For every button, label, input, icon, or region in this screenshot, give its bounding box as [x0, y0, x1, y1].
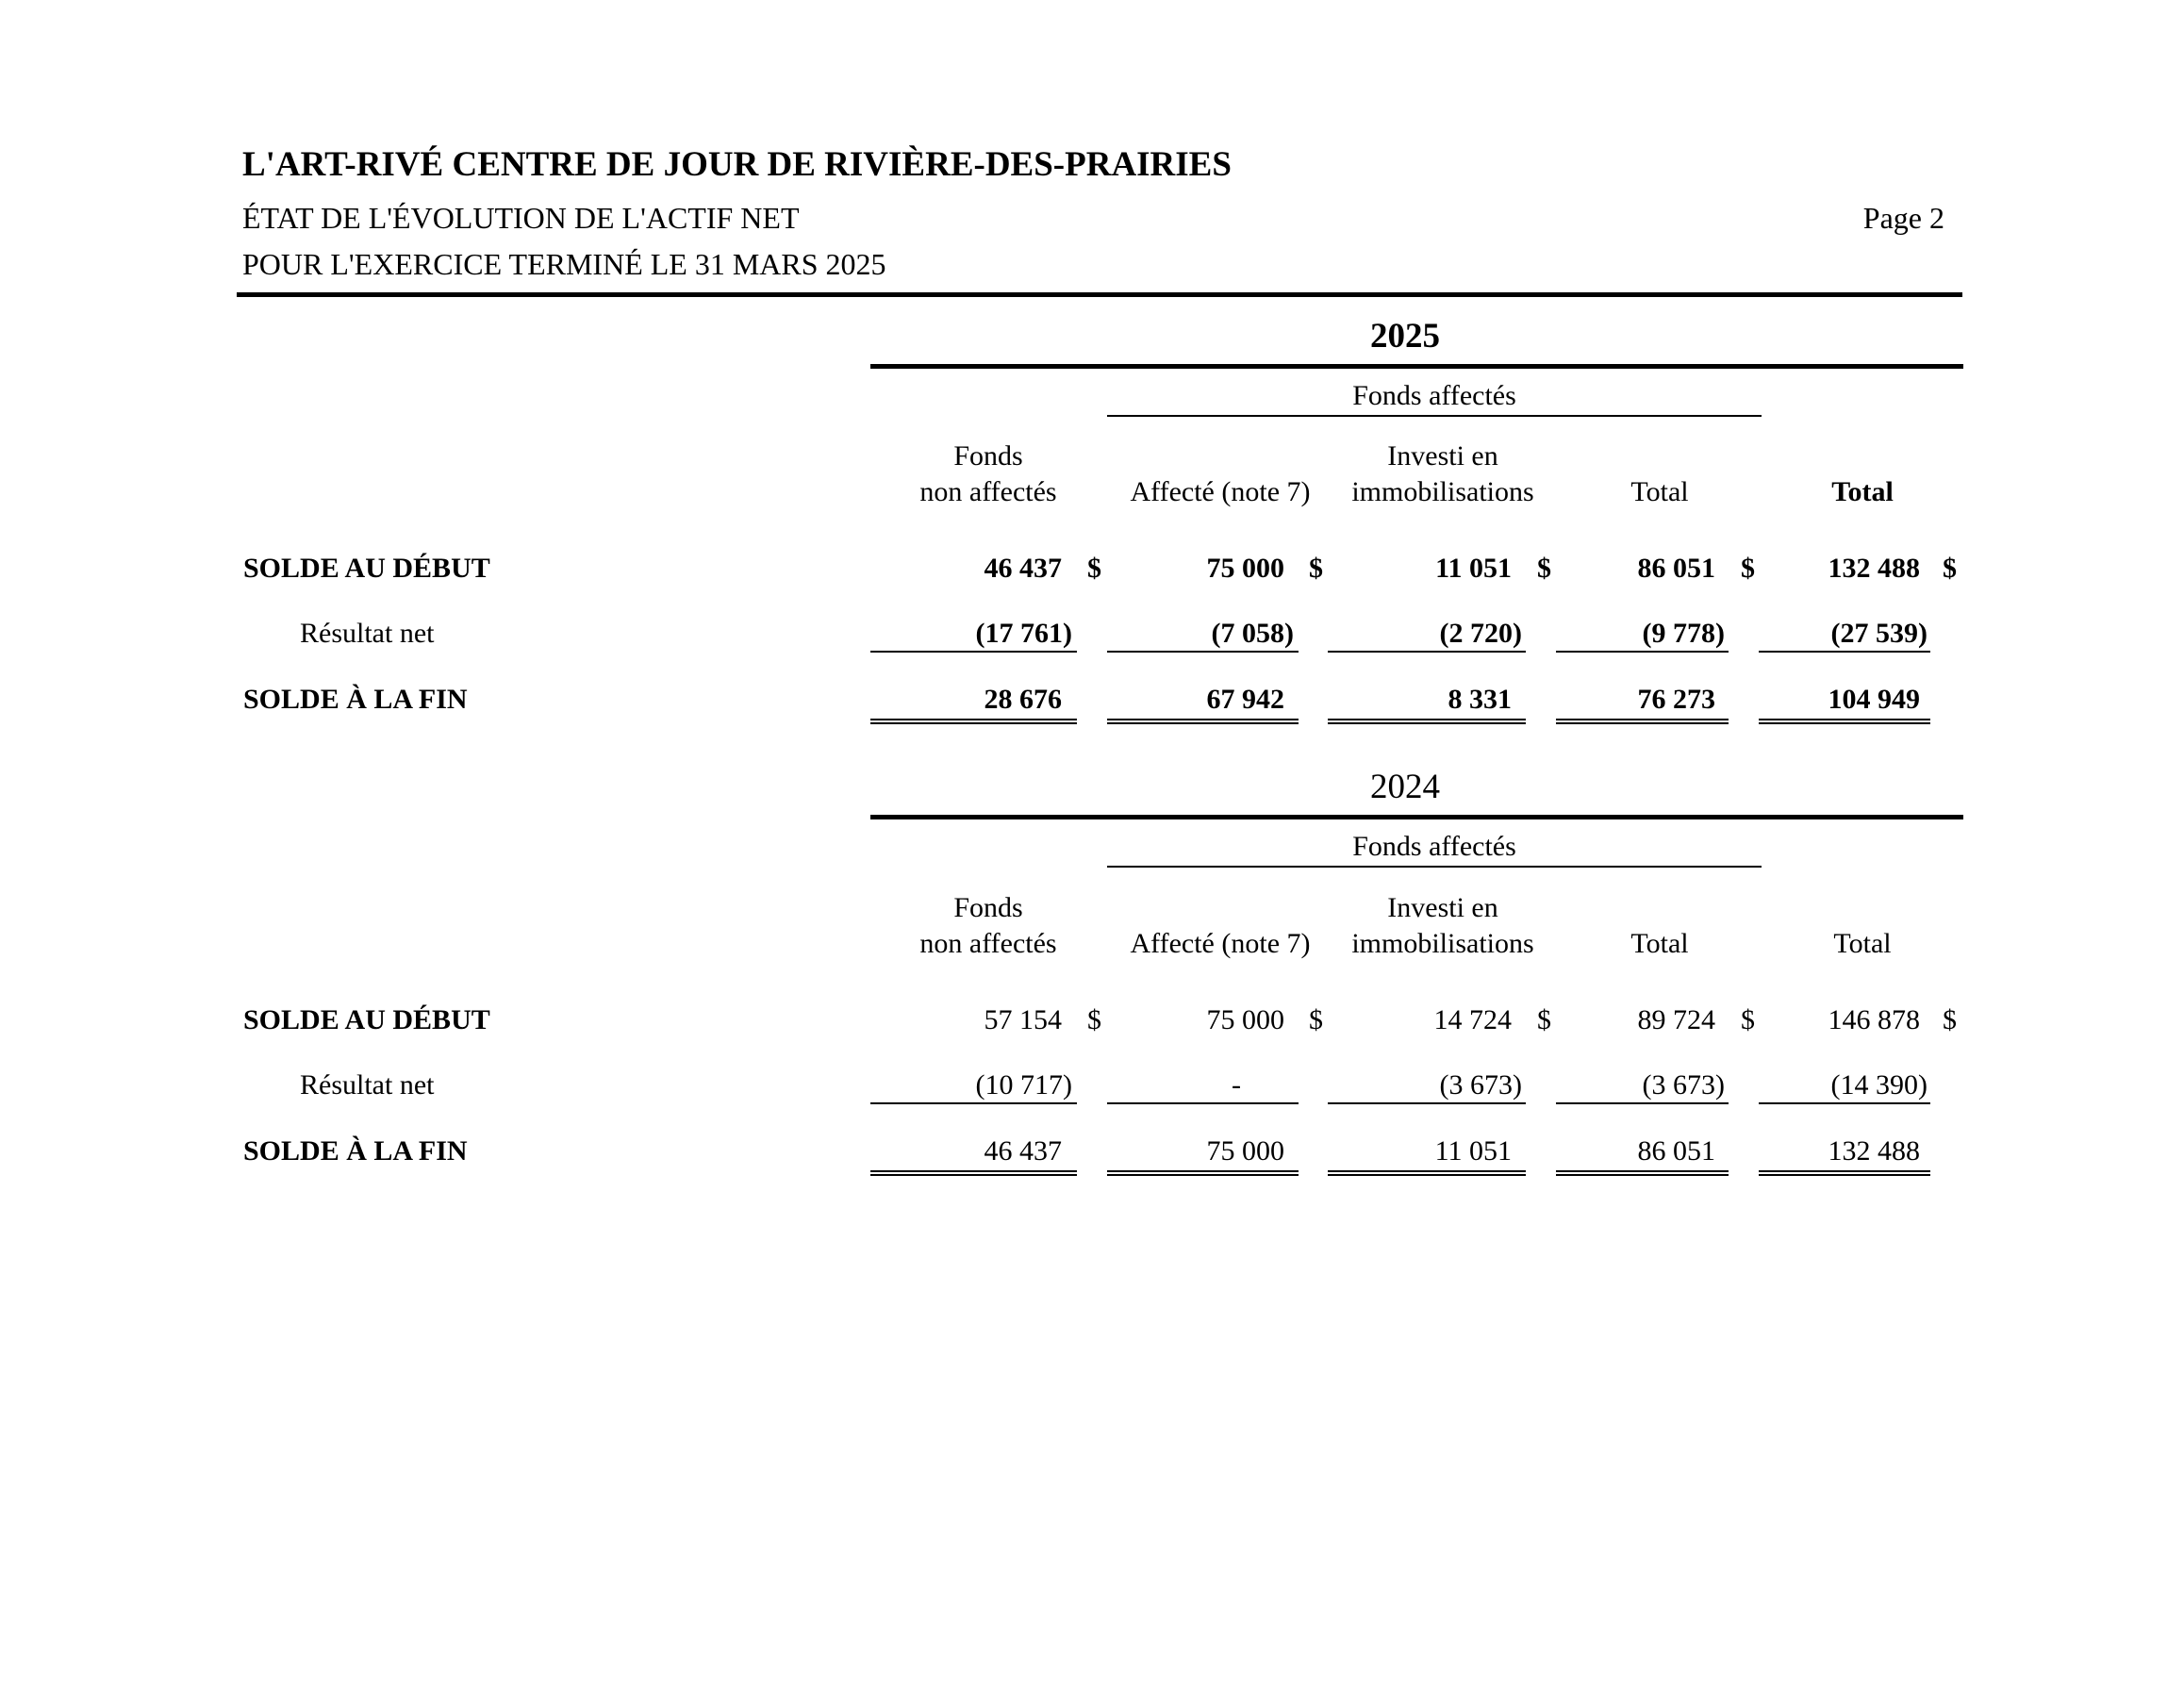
col-header-line: immobilisations [1351, 476, 1534, 507]
col-header-capital-assets [1330, 439, 1556, 510]
cell-opening-capital-assets: 14 724 [1433, 1004, 1512, 1035]
row-label-opening: SOLDE AU DÉBUT [243, 553, 490, 584]
cell-net-allocated: (7 058) [1211, 618, 1294, 649]
subtotal-underline [1759, 651, 1930, 653]
statement-title: ÉTAT DE L'ÉVOLUTION DE L'ACTIF NET [242, 201, 800, 235]
subtotal-underline [1556, 651, 1729, 653]
col-header-restricted-total [1556, 926, 1763, 962]
cell-net-unrestricted: (17 761) [975, 618, 1072, 649]
subtotal-underline [1328, 1102, 1526, 1104]
col-header-grand-total [1759, 474, 1966, 510]
cell-opening-restricted-total: 89 724 [1637, 1004, 1715, 1035]
subtotal-underline [1556, 1102, 1729, 1104]
row-label-net-result: Résultat net [300, 618, 435, 649]
subtotal-underline [1328, 651, 1526, 653]
col-header-line: non affectés [919, 476, 1057, 507]
cell-closing-restricted-total: 76 273 [1637, 684, 1715, 715]
col-header-line: Total [1630, 928, 1689, 959]
col-header-grand-total [1759, 926, 1966, 962]
currency-symbol: $ [1087, 553, 1101, 584]
cell-net-grand-total: (27 539) [1830, 618, 1928, 649]
cell-opening-unrestricted: 46 437 [984, 553, 1062, 584]
total-double-underline [870, 1170, 1077, 1176]
currency-symbol: $ [1537, 553, 1551, 584]
cell-net-unrestricted: (10 717) [975, 1069, 1072, 1101]
cell-closing-grand-total: 104 949 [1828, 684, 1920, 715]
header-rule [237, 292, 1962, 297]
section-year: 2024 [1370, 768, 1440, 806]
cell-opening-grand-total: 146 878 [1828, 1004, 1920, 1035]
page-number: Page 2 [1862, 201, 1944, 235]
col-header-line: Affecté (note 7) [1130, 476, 1311, 507]
subtotal-underline [870, 1102, 1077, 1104]
total-double-underline [1556, 719, 1729, 724]
cell-net-allocated: - [1232, 1069, 1241, 1101]
row-label-closing: SOLDE À LA FIN [243, 684, 468, 715]
period-subtitle: POUR L'EXERCICE TERMINÉ LE 31 MARS 2025 [242, 247, 886, 281]
col-header-line: Total [1833, 928, 1892, 959]
cell-closing-unrestricted: 28 676 [984, 684, 1062, 715]
subtotal-underline [870, 651, 1077, 653]
currency-symbol: $ [1087, 1004, 1101, 1035]
cell-closing-allocated: 75 000 [1206, 1135, 1284, 1167]
subtotal-underline [1107, 651, 1299, 653]
col-header-unrestricted [866, 890, 1111, 962]
total-double-underline [1328, 719, 1526, 724]
year-rule [870, 364, 1963, 369]
cell-net-grand-total: (14 390) [1830, 1069, 1928, 1101]
col-header-line: Fonds [953, 440, 1023, 472]
cell-opening-allocated: 75 000 [1206, 553, 1284, 584]
subtotal-underline [1107, 1102, 1299, 1104]
cell-opening-capital-assets: 11 051 [1435, 553, 1512, 584]
restricted-funds-rule [1107, 866, 1762, 868]
cell-opening-grand-total: 132 488 [1828, 553, 1920, 584]
restricted-funds-header: Fonds affectés [1352, 380, 1516, 411]
cell-closing-unrestricted: 46 437 [984, 1135, 1062, 1167]
cell-net-capital-assets: (2 720) [1439, 618, 1522, 649]
total-double-underline [870, 719, 1077, 724]
cell-closing-capital-assets: 8 331 [1448, 684, 1512, 715]
organization-title: L'ART-RIVÉ CENTRE DE JOUR DE RIVIÈRE-DES-PRAIRIES [242, 145, 1232, 184]
total-double-underline [1759, 719, 1930, 724]
row-label-opening: SOLDE AU DÉBUT [243, 1004, 490, 1035]
cell-net-restricted-total: (3 673) [1642, 1069, 1725, 1101]
total-double-underline [1556, 1170, 1729, 1176]
cell-closing-allocated: 67 942 [1206, 684, 1284, 715]
total-double-underline [1107, 719, 1299, 724]
cell-closing-grand-total: 132 488 [1828, 1135, 1920, 1167]
cell-opening-allocated: 75 000 [1206, 1004, 1284, 1035]
col-header-allocated [1107, 926, 1333, 962]
col-header-line: Total [1831, 476, 1894, 507]
col-header-capital-assets [1330, 890, 1556, 962]
row-label-closing: SOLDE À LA FIN [243, 1135, 468, 1167]
col-header-line: immobilisations [1351, 928, 1534, 959]
col-header-line: Total [1630, 476, 1689, 507]
currency-symbol: $ [1309, 553, 1323, 584]
col-header-line: non affectés [919, 928, 1057, 959]
col-header-unrestricted [866, 439, 1111, 510]
col-header-restricted-total [1556, 474, 1763, 510]
currency-symbol: $ [1537, 1004, 1551, 1035]
cell-closing-restricted-total: 86 051 [1637, 1135, 1715, 1167]
cell-closing-capital-assets: 11 051 [1434, 1135, 1512, 1167]
section-year: 2025 [1370, 317, 1440, 356]
restricted-funds-rule [1107, 415, 1762, 417]
col-header-line: Affecté (note 7) [1130, 928, 1311, 959]
cell-net-capital-assets: (3 673) [1439, 1069, 1522, 1101]
currency-symbol: $ [1943, 553, 1957, 584]
year-rule [870, 815, 1963, 819]
currency-symbol: $ [1309, 1004, 1323, 1035]
col-header-line: Investi en [1387, 892, 1498, 923]
restricted-funds-header: Fonds affectés [1352, 831, 1516, 862]
cell-net-restricted-total: (9 778) [1642, 618, 1725, 649]
currency-symbol: $ [1943, 1004, 1957, 1035]
total-double-underline [1328, 1170, 1526, 1176]
currency-symbol: $ [1741, 553, 1755, 584]
total-double-underline [1759, 1170, 1930, 1176]
col-header-allocated [1107, 474, 1333, 510]
cell-opening-restricted-total: 86 051 [1637, 553, 1715, 584]
subtotal-underline [1759, 1102, 1930, 1104]
col-header-line: Investi en [1387, 440, 1498, 472]
currency-symbol: $ [1741, 1004, 1755, 1035]
col-header-line: Fonds [953, 892, 1023, 923]
cell-opening-unrestricted: 57 154 [984, 1004, 1062, 1035]
row-label-net-result: Résultat net [300, 1069, 435, 1101]
total-double-underline [1107, 1170, 1299, 1176]
